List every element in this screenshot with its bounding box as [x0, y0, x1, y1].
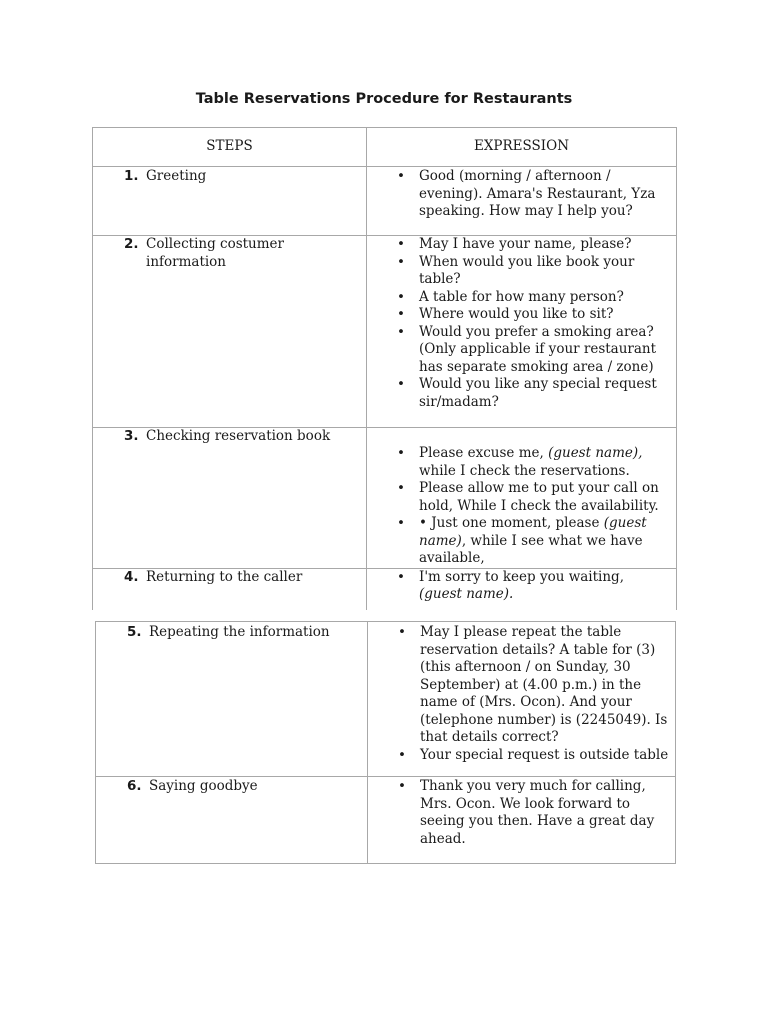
step-cell [93, 568, 367, 610]
expression-cell [368, 622, 676, 777]
expression-text: Where would you like to sit? [419, 306, 614, 322]
expression-cell [367, 236, 677, 428]
expression-text: Good (morning / afternoon / evening). Amara's Restaurant, Yza speaking. How may I help you? [419, 168, 656, 219]
table-row [93, 568, 677, 610]
table-row [93, 236, 677, 428]
expression-cell [367, 568, 677, 610]
step-label: Repeating the information [149, 624, 330, 640]
step-cell [93, 236, 367, 428]
step-number: 4. [124, 568, 139, 585]
guest-name-placeholder: (guest name) [419, 515, 647, 549]
expression-list [394, 778, 669, 848]
table-row [96, 777, 676, 864]
expression-text: Your special request is outside table [420, 746, 669, 763]
expression-list [393, 236, 670, 411]
guest-name-placeholder: (guest name), [548, 445, 643, 461]
expression-item [393, 569, 670, 604]
expression-item [393, 324, 670, 377]
step-label: Returning to the caller [146, 568, 303, 585]
expression-text: I'm sorry to keep you waiting, [419, 568, 624, 585]
step-number: 3. [124, 428, 139, 444]
expression-item [393, 236, 670, 254]
reservation-steps-table [92, 127, 677, 610]
expression-item [393, 168, 670, 221]
expression-text: Would you like any special request sir/madam? [419, 376, 657, 410]
expression-text: A table for how many person? [419, 288, 624, 305]
guest-name-placeholder: (guest name). [419, 586, 514, 602]
expression-item [393, 376, 670, 411]
expression-item [394, 624, 669, 747]
step-label: Checking reservation book [146, 428, 331, 444]
expression-item [393, 480, 670, 515]
expression-text: while I check the reservations. [419, 462, 630, 479]
document-title: Table Reservations Procedure for Restaurants [195, 91, 573, 107]
expression-cell [367, 167, 677, 236]
expression-text: When would you like book your table? [419, 253, 635, 287]
step-number: 2. [124, 236, 139, 252]
step-cell [93, 167, 367, 236]
expression-column-header: EXPRESSION [367, 128, 677, 167]
reservation-steps-table-continued [95, 621, 676, 864]
step-label: Saying goodbye [149, 778, 258, 794]
table-row [93, 428, 677, 569]
expression-text: Please allow me to put your call on hold, While I check the availability. [419, 480, 659, 514]
step-number: 1. [124, 168, 139, 184]
expression-text: • Just one moment, please [419, 515, 604, 531]
expression-list [393, 445, 670, 568]
table-row [96, 622, 676, 777]
expression-item [394, 778, 669, 848]
step-label: Collecting costumer information [146, 236, 284, 270]
expression-text: May I please repeat the table reservation details? A table for (3) (this afternoon / on Sunday, 30 September) at (4.00 p.m.) in the name of (Mrs. Ocon). And your (telephone number) is (2245049). Is that details correct? [420, 624, 668, 745]
step-cell [96, 622, 368, 777]
expression-text: Would you prefer a smoking area? (Only applicable if your restaurant has separate smoking area / zone) [419, 323, 657, 375]
table-row [93, 167, 677, 236]
table-header-row [93, 128, 677, 167]
expression-list [394, 624, 669, 764]
expression-list [393, 569, 670, 604]
steps-column-header: STEPS [93, 128, 367, 167]
step-cell [96, 777, 368, 864]
expression-cell [367, 428, 677, 569]
expression-cell [368, 777, 676, 864]
expression-text: Please excuse me, [419, 445, 549, 461]
expression-item [393, 445, 670, 480]
step-number: 6. [127, 778, 142, 794]
expression-item [393, 306, 670, 324]
step-cell [93, 428, 367, 569]
expression-list [393, 168, 670, 221]
expression-text: May I have your name, please? [419, 236, 632, 252]
step-number: 5. [127, 624, 142, 640]
expression-text: , while I see what we have available, [419, 532, 643, 566]
expression-item [393, 254, 670, 289]
step-label: Greeting [146, 168, 207, 184]
expression-item [394, 747, 669, 765]
expression-item [393, 515, 670, 568]
expression-text: Thank you very much for calling, Mrs. Ocon. We look forward to seeing you then. Have a great day ahead. [420, 778, 655, 847]
expression-item [393, 289, 670, 307]
